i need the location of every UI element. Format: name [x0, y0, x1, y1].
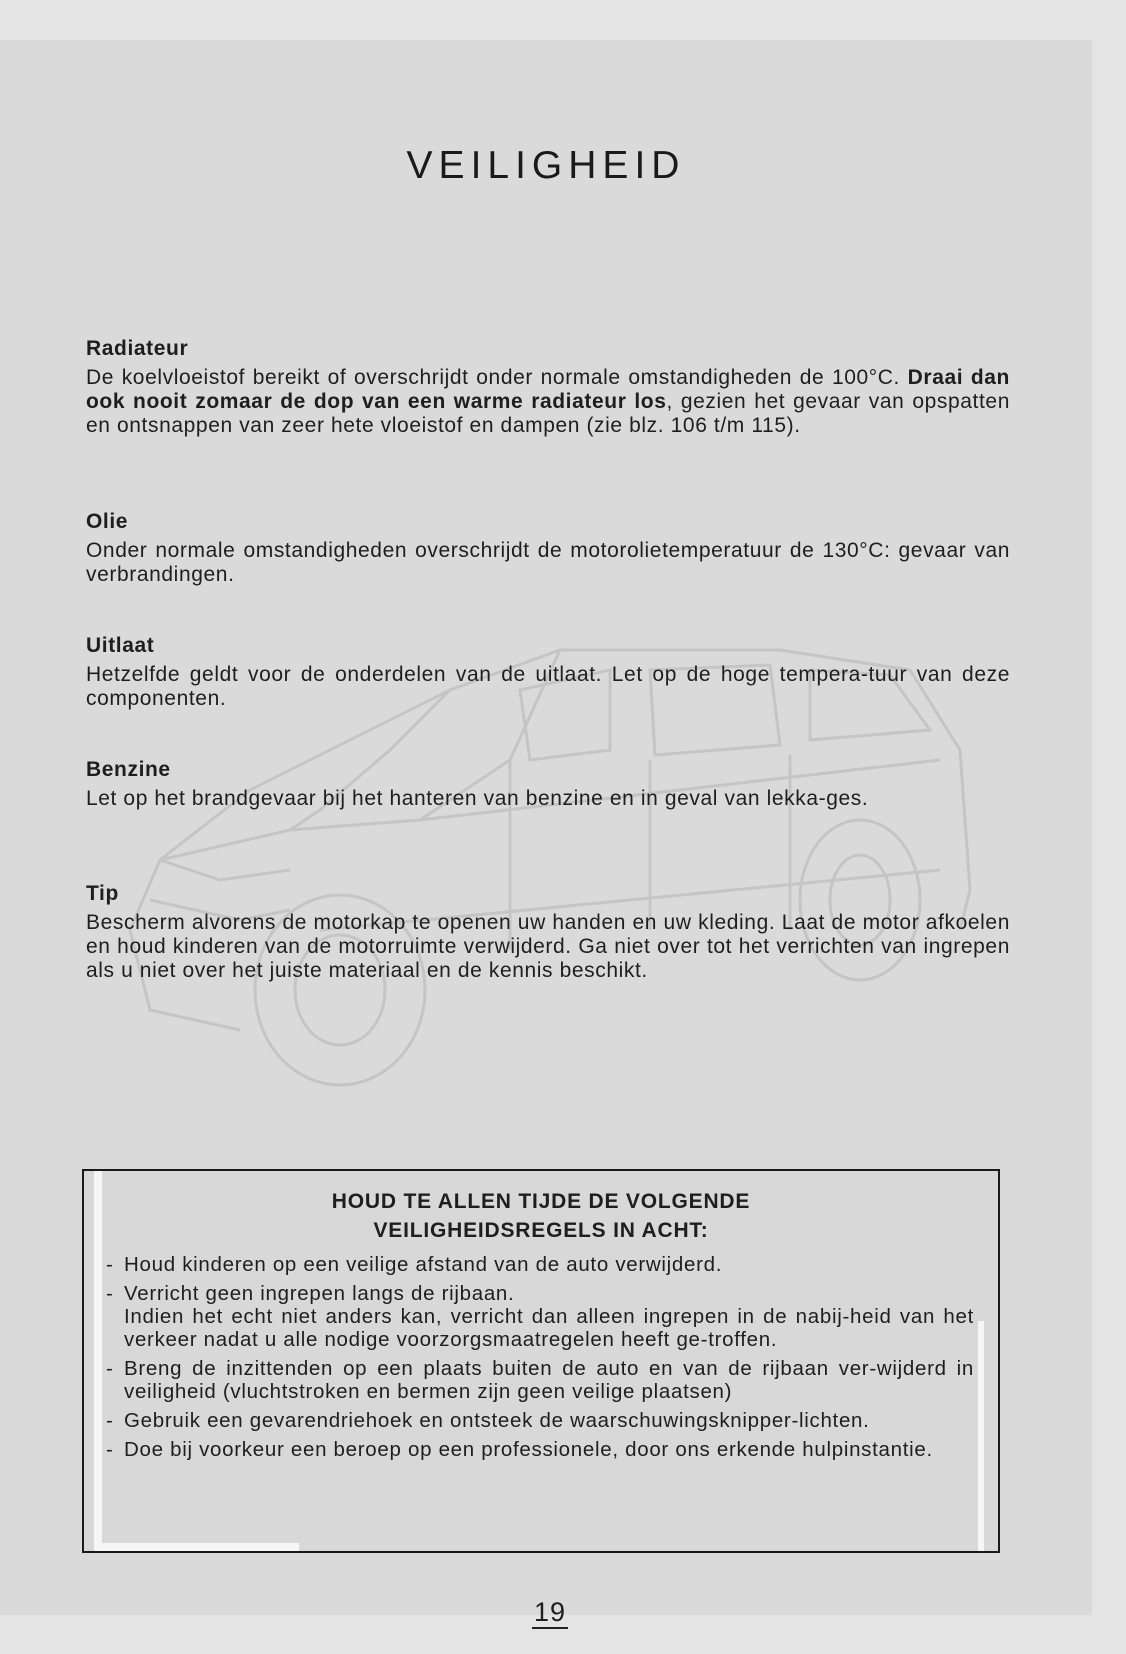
scan-artifact: [978, 1321, 984, 1551]
safety-rules-box: [82, 1169, 1000, 1553]
scan-artifact: [94, 1543, 299, 1551]
page-number: 19: [533, 1597, 567, 1627]
warning-bold-text: Draai dan ook nooit zomaar de dop van een warme radiateur los: [86, 366, 1010, 413]
section-heading: Olie: [86, 510, 129, 533]
list-item: - Doe bij voorkeur een beroep op een professionele, door ons erkende hulpinstantie.: [106, 1438, 974, 1461]
section-text: Onder normale omstandigheden overschrijdt de motorolietemperatuur de 130°C: gevaar van verbrandingen.: [86, 539, 1010, 586]
safety-rules-list: [106, 1253, 974, 1467]
section-heading: Uitlaat: [86, 634, 155, 657]
list-item: - Breng de inzittenden op een plaats buiten de auto en van de rijbaan ver-wijderd in veiligheid (vluchtstroken en bermen zijn geen veilige plaatsen): [106, 1357, 974, 1403]
section-olie: [86, 510, 1010, 587]
manual-page: [0, 40, 1092, 1627]
list-item: - Gebruik een gevarendriehoek en ontsteek de waarschuwingsknipper-lichten.: [106, 1409, 974, 1432]
safety-rules-heading: HOUD TE ALLEN TIJDE DE VOLGENDE VEILIGHEIDSREGELS IN ACHT:: [331, 1190, 751, 1242]
section-text: De koelvloeistof bereikt of overschrijdt onder normale omstandigheden de 100°C. Draai dan ook nooit zomaar de dop van een warme radiateur los, gezien het gevaar van opspatten en ontsnappen van zeer hete vloeistof en dampen (zie blz. 106 t/m 115).: [86, 366, 1010, 437]
section-text: Let op het brandgevaar bij het hanteren van benzine en in geval van lekka-ges.: [86, 787, 869, 810]
list-item: - Verricht geen ingrepen langs de rijbaan. Indien het echt niet anders kan, verricht dan alleen ingrepen in de nabij-heid van het verkeer nadat u alle nodige voorzorgsmaatregelen heeft ge-troffen.: [106, 1282, 974, 1351]
section-text: Bescherm alvorens de motorkap te openen uw handen en uw kleding. Laat de motor afkoelen en houd kinderen van de motorruimte verwijderd. Ga niet over tot het verrichten van ingrepen als u niet over het juiste materiaal en de kennis beschikt.: [86, 911, 1010, 982]
section-heading: Tip: [86, 882, 119, 905]
section-radiateur: [86, 337, 1010, 438]
page-title: VEILIGHEID: [406, 144, 686, 188]
section-benzine: [86, 758, 1010, 811]
section-heading: Radiateur: [86, 337, 189, 360]
section-heading: Benzine: [86, 758, 171, 781]
section-tip: [86, 882, 1010, 983]
section-text: Hetzelfde geldt voor de onderdelen van de uitlaat. Let op de hoge tempera-tuur van deze componenten.: [86, 663, 1010, 710]
list-item: - Houd kinderen op een veilige afstand van de auto verwijderd.: [106, 1253, 974, 1276]
section-uitlaat: [86, 634, 1010, 711]
